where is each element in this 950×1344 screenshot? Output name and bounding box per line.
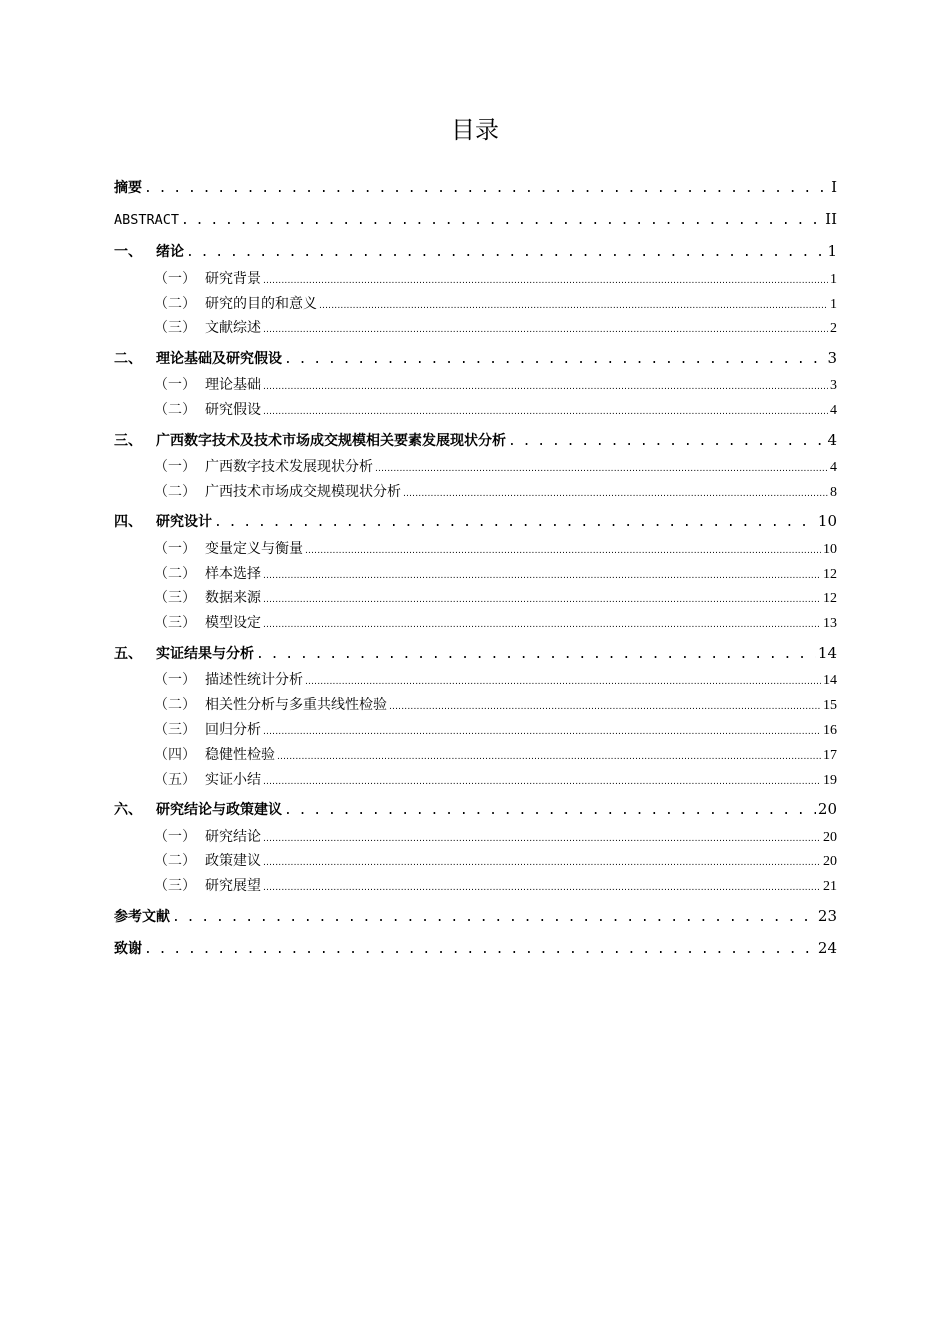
dot-leader [319,294,828,316]
dot-leader [263,269,828,291]
toc-entry-label: 研究背景 [205,271,261,287]
toc-entry-label: 绪论 [156,244,184,260]
toc-entry-number: （一） [154,829,196,845]
toc-entry-section[interactable] [114,720,837,740]
toc-entry-section[interactable] [114,539,837,559]
toc-entry-chapter[interactable] [114,429,837,451]
toc-entry-number: （二） [154,697,196,713]
toc-entry-chapter[interactable] [114,510,837,532]
toc-entry-label: 广西技术市场成交规模现状分析 [205,484,401,500]
dot-leader [186,241,825,264]
dot-leader [305,670,821,692]
toc-entry-page-number: 21 [823,879,837,894]
dot-leader [263,564,821,586]
toc-entry-section[interactable] [114,564,837,584]
toc-entry-label: 文献综述 [205,320,261,336]
toc-entry-number: （三） [154,320,196,336]
dot-leader [375,457,828,479]
toc-entry-number: （一） [154,271,196,287]
toc-entry-label: 描述性统计分析 [205,672,303,688]
toc-entry-section[interactable] [114,876,837,896]
dot-leader [263,720,821,742]
toc-entry-number: 二、 [114,351,142,367]
dot-leader [263,827,821,849]
toc-entry-label: 研究结论与政策建议 [156,802,282,818]
toc-entry-chapter[interactable] [114,176,837,198]
toc-entry-label: 政策建议 [205,853,261,869]
toc-entry-page-number: 14 [817,644,837,662]
toc-entry-label: 研究设计 [156,514,212,530]
toc-entry-label: 研究的目的和意义 [205,296,317,312]
toc-entry-section[interactable] [114,851,837,871]
dot-leader [263,400,828,422]
dot-leader [403,482,828,504]
toc-entry-page-number: 15 [823,698,837,713]
toc-entry-label: 理论基础 [205,377,261,393]
toc-entry-page-number: 10 [823,542,837,557]
toc-entry-label: 样本选择 [205,566,261,582]
toc-entry-page-number: 16 [823,723,837,738]
toc-entry-page-number: 19 [823,773,837,788]
toc-entry-label: 模型设定 [205,615,261,631]
toc-entry-chapter[interactable] [114,905,837,927]
toc-entry-number: （三） [154,722,196,738]
toc-entry-number: （二） [154,402,196,418]
toc-entry-chapter[interactable] [114,208,837,230]
toc-entry-page-number: 4 [827,431,837,449]
toc-entry-page-number: 12 [823,591,837,606]
page-title: 目录 [451,116,499,144]
toc-entry-chapter[interactable] [114,240,837,262]
toc-entry-number: （一） [154,672,196,688]
toc-entry-number: （一） [154,541,196,557]
toc-entry-section[interactable] [114,827,837,847]
toc-entry-label: 研究假设 [205,402,261,418]
toc-entry-page-number: 4 [830,403,837,418]
toc-entry-page-number: II [825,210,837,228]
toc-entry-number: 四、 [114,514,142,530]
dot-leader [263,318,828,340]
toc-entry-page-number: 10 [817,512,837,530]
toc-entry-label: 理论基础及研究假设 [156,351,282,367]
toc-entry-label: 实证结果与分析 [156,646,254,662]
toc-entry-label: 研究结论 [205,829,261,845]
toc-entry-label: 数据来源 [205,590,261,606]
toc-entry-page-number: 4 [830,460,837,475]
toc-entry-page-number: 8 [830,485,837,500]
toc-entry-page-number: 3 [830,378,837,393]
toc-entry-section[interactable] [114,318,837,338]
toc-entry-page-number: 20 [823,830,837,845]
toc-entry-page-number: 20 [823,854,837,869]
toc-entry-page-number: 12 [823,567,837,582]
toc-entry-page-number: 1 [830,272,837,287]
dot-leader [181,209,823,232]
dot-leader [144,938,816,961]
toc-entry-chapter[interactable] [114,798,837,820]
dot-leader [277,745,821,767]
dot-leader [284,799,816,822]
toc-entry-page-number: 20 [817,800,837,818]
toc-entry-page-number: 1 [830,297,837,312]
toc-entry-number: （四） [154,747,196,763]
toc-entry-label: 相关性分析与多重共线性检验 [205,697,387,713]
toc-entry-section[interactable] [114,588,837,608]
toc-entry-number: （一） [154,377,196,393]
dot-leader [263,375,828,397]
toc-entry-section[interactable] [114,770,837,790]
dot-leader [256,643,816,666]
toc-entry-page-number: I [831,178,837,196]
toc-entry-number: （二） [154,566,196,582]
dot-leader [172,906,816,929]
dot-leader [389,695,821,717]
toc-entry-chapter[interactable] [114,937,837,959]
toc-entry-section[interactable] [114,482,837,502]
toc-entry-page-number: 24 [817,939,837,957]
toc-entry-page-number: 23 [817,907,837,925]
toc-entry-label: 实证小结 [205,772,261,788]
toc-entry-section[interactable] [114,745,837,765]
toc-entry-number: 三、 [114,433,142,449]
toc-entry-chapter[interactable] [114,642,837,664]
toc-entry-page-number: 3 [827,349,837,367]
toc-entry-page-number: 2 [830,321,837,336]
toc-entry-number: 一、 [114,244,142,260]
toc-entry-chapter[interactable] [114,347,837,369]
toc-entry-section[interactable] [114,269,837,289]
toc-entry-label: 致谢 [114,941,142,957]
toc-entry-number: （一） [154,459,196,475]
toc-entry-number: 五、 [114,646,142,662]
toc-entry-label: 参考文献 [114,909,170,925]
toc-entry-number: （三） [154,878,196,894]
toc-entry-section[interactable] [114,400,837,420]
toc-entry-page-number: 1 [827,242,837,260]
dot-leader [263,851,821,873]
dot-leader [305,539,821,561]
toc-entry-section[interactable] [114,375,837,395]
dot-leader [263,613,821,635]
toc-entry-label: ABSTRACT [114,212,180,228]
dot-leader [144,177,829,200]
toc-entry-section[interactable] [114,613,837,633]
toc-entry-label: 回归分析 [205,722,261,738]
dot-leader [214,511,816,534]
toc-entry-label: 变量定义与衡量 [205,541,303,557]
toc-entry-label: 摘要 [114,180,142,196]
toc-entry-number: （三） [154,590,196,606]
toc-entry-label: 广西数字技术发展现状分析 [205,459,373,475]
toc-entry-label: 稳健性检验 [205,747,275,763]
dot-leader [263,588,821,610]
dot-leader [263,770,821,792]
toc-entry-label: 研究展望 [205,878,261,894]
dot-leader [263,876,821,898]
toc-entry-page-number: 13 [823,616,837,631]
toc-entry-number: （二） [154,484,196,500]
toc-entry-page-number: 17 [823,748,837,763]
toc-entry-section[interactable] [114,294,837,314]
toc-entry-section[interactable] [114,457,837,477]
toc-entry-section[interactable] [114,670,837,690]
toc-entry-number: （三） [154,615,196,631]
dot-leader [284,348,825,371]
toc-entry-number: （五） [154,772,196,788]
toc-entry-number: 六、 [114,802,142,818]
dot-leader [508,430,825,453]
toc-entry-number: （二） [154,853,196,869]
toc-entry-label: 广西数字技术及技术市场成交规模相关要素发展现状分析 [156,433,506,449]
toc-entry-number: （二） [154,296,196,312]
toc-entry-page-number: 14 [823,673,837,688]
toc-entry-section[interactable] [114,695,837,715]
